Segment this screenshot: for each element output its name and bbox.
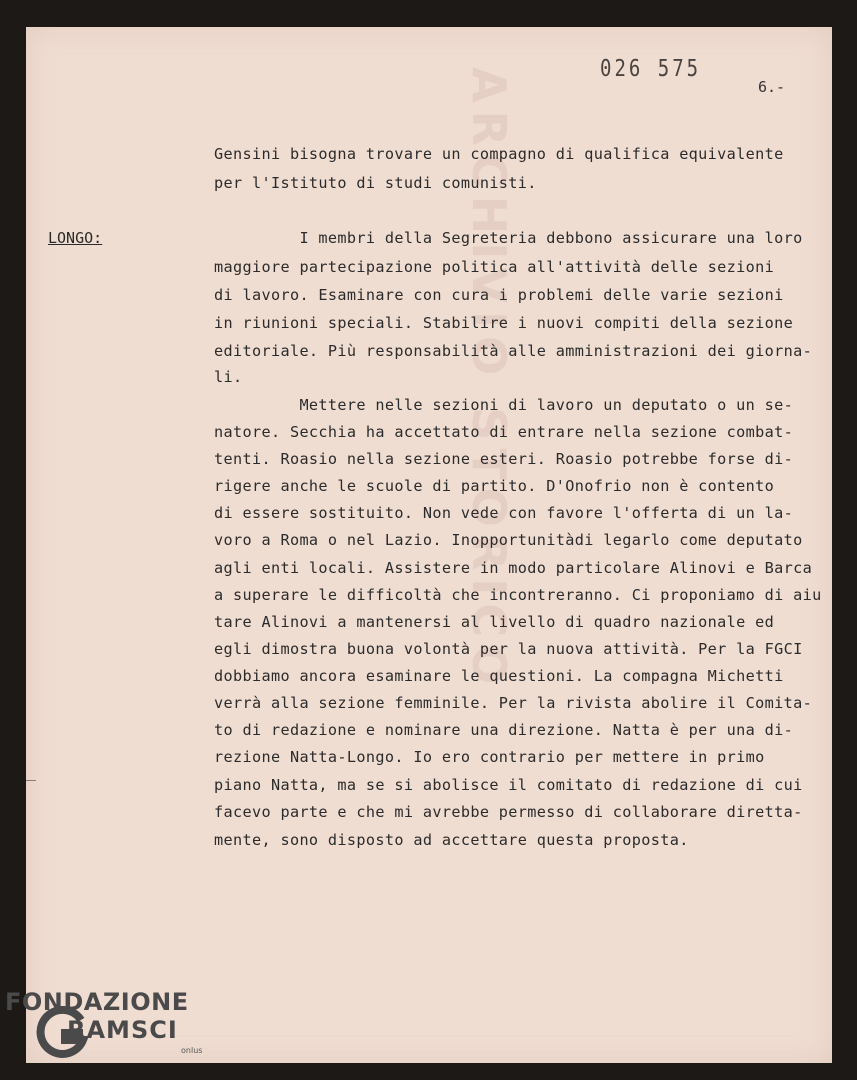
margin-mark	[26, 780, 36, 781]
text-line: rezione Natta-Longo. Io ero contrario per mettere in primo	[214, 748, 765, 766]
page-number: 6.-	[758, 78, 786, 96]
logo-suffix: onlus	[181, 1046, 203, 1055]
archive-watermark: ARCHIVIO STORICO	[462, 67, 516, 693]
text-line: dobbiamo ancora esaminare le questioni. La compagna Michetti	[214, 667, 784, 685]
logo-line-2: RAMSCI	[67, 1016, 178, 1044]
text-line: tare Alinovi a mantenersi al livello di quadro nazionale ed	[214, 613, 775, 631]
text-line: to di redazione e nominare una direzione. Natta è per una di-	[214, 721, 794, 739]
fondazione-gramsci-logo	[5, 988, 215, 1068]
text-line: in riunioni speciali. Stabilire i nuovi compiti della sezione	[214, 314, 794, 332]
text-line: rigere anche le scuole di partito. D'Onofrio non è contento	[214, 477, 775, 495]
text-line: per l'Istituto di studi comunisti.	[214, 174, 537, 192]
text-line: di essere sostituito. Non vede con favore l'offerta di un la-	[214, 504, 794, 522]
speaker-label: LONGO:	[48, 229, 103, 247]
text-line: facevo parte e che mi avrebbe permesso di collaborare diretta-	[214, 803, 803, 821]
text-line: Mettere nelle sezioni di lavoro un deputato o un se-	[214, 396, 794, 414]
text-line: mente, sono disposto ad accettare questa proposta.	[214, 831, 689, 849]
text-line: Gensini bisogna trovare un compagno di qualifica equivalente	[214, 145, 784, 163]
logo-line-1: FONDAZIONE	[5, 988, 189, 1016]
text-line: natore. Secchia ha accettato di entrare nella sezione combat-	[214, 423, 794, 441]
text-line: piano Natta, ma se si abolisce il comitato di redazione di cui	[214, 776, 803, 794]
text-line: egli dimostra buona volontà per la nuova attività. Per la FGCI	[214, 640, 803, 658]
text-line: editoriale. Più responsabilità alle amministrazioni dei giorna-	[214, 342, 813, 360]
text-line: tenti. Roasio nella sezione esteri. Roasio potrebbe forse di-	[214, 450, 794, 468]
text-line: agli enti locali. Assistere in modo particolare Alinovi e Barca	[214, 559, 813, 577]
text-line: a superare le difficoltà che incontreranno. Ci proponiamo di aiu	[214, 586, 822, 604]
text-line: I membri della Segreteria debbono assicurare una loro	[214, 229, 803, 247]
text-line: voro a Roma o nel Lazio. Inopportunitàdi legarlo come deputato	[214, 531, 803, 549]
text-line: maggiore partecipazione politica all'attività delle sezioni	[214, 258, 775, 276]
text-line: verrà alla sezione femminile. Per la rivista abolire il Comita-	[214, 694, 813, 712]
text-line: di lavoro. Esaminare con cura i problemi delle varie sezioni	[214, 286, 784, 304]
document-number: 026 575	[600, 55, 702, 83]
text-line: li.	[214, 368, 243, 386]
